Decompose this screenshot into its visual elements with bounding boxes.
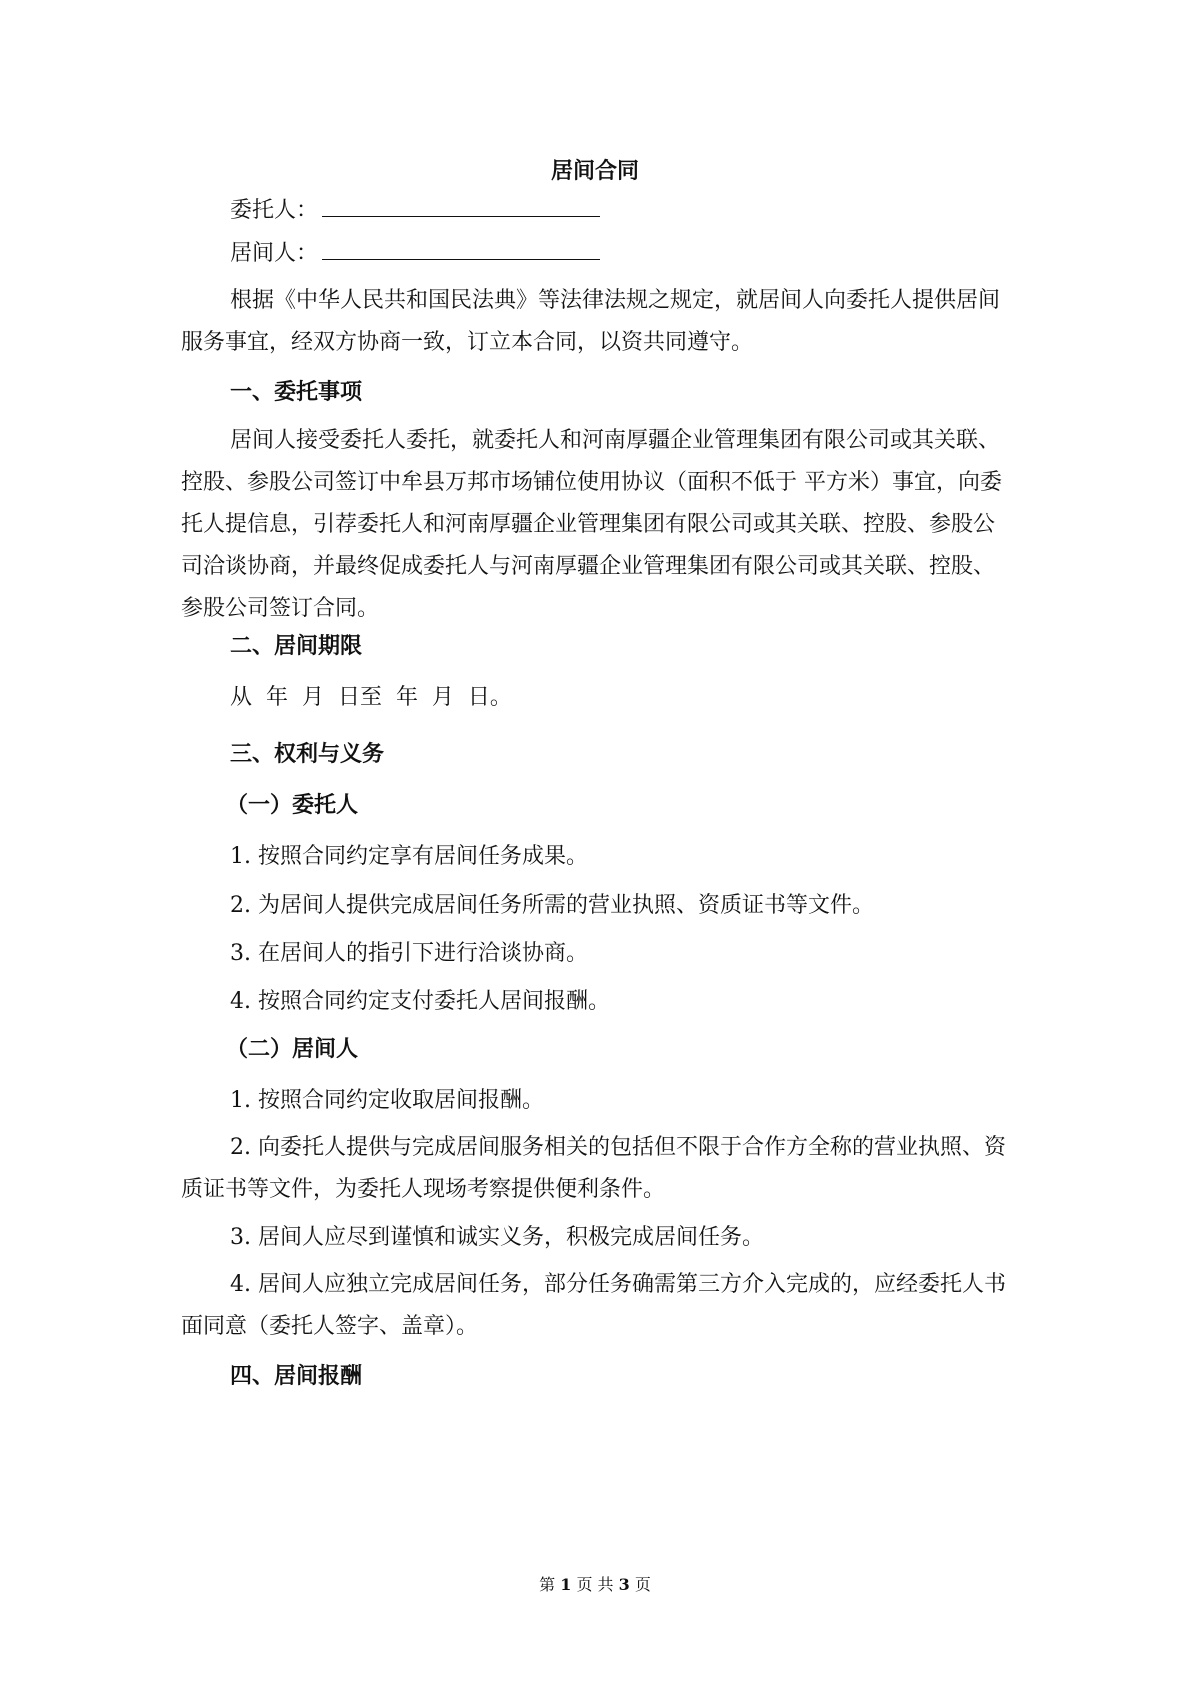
page-footer: [0, 1572, 1190, 1595]
section2-period: 从 年 月 日至 年 月 日。: [230, 685, 512, 710]
section3-heading: 三、权利与义务: [230, 741, 385, 767]
section1-body: 居间人接受委托人委托，就委托人和河南厚疆企业管理集团有限公司或其关联、控股、参股公司签订中牟县万邦市场铺位使用协议（面积不低于 平方米）事宜，向委托人提信息，引荐委托人和河南厚疆企业管理集团有限公司或其关联、控股、参股公司洽谈协商，并最终促成委托人与河南厚疆企业管理集团有限公司或其关联、控股、参股公司签订合同。: [181, 428, 1002, 621]
sub1-item-1: 1. 按照合同约定享有居间任务成果。: [230, 844, 588, 869]
section1-heading: 一、委托事项: [230, 379, 363, 405]
party-b-line: [230, 233, 1011, 275]
sub1-item-4: 4. 按照合同约定支付委托人居间报酬。: [230, 989, 610, 1014]
sub2-item-3: 3. 居间人应尽到谨慎和诚实义务，积极完成居间任务。: [230, 1225, 764, 1250]
sub2-item-4: 4. 居间人应独立完成居间任务，部分任务确需第三方介入完成的，应经委托人书面同意（委托人签字、盖章）。: [181, 1272, 1006, 1339]
footer-total-pages: 3: [618, 1575, 630, 1594]
document-title: 居间合同: [550, 158, 639, 184]
sub2-item-2: 2. 向委托人提供与完成居间服务相关的包括但不限于合作方全称的营业执照、资质证书等文件，为委托人现场考察提供便利条件。: [181, 1135, 1006, 1202]
sub2-item-1: 1. 按照合同约定收取居间报酬。: [230, 1088, 544, 1113]
section4-heading: 四、居间报酬: [230, 1363, 363, 1389]
party-a-blank: [322, 194, 600, 217]
sub1-item-3: 3. 在居间人的指引下进行洽谈协商。: [230, 941, 588, 966]
section3-sub2-heading: （二）居间人: [226, 1036, 359, 1062]
party-a-line: [230, 190, 1011, 232]
section2-heading: 二、居间期限: [230, 633, 363, 659]
footer-suffix: 页: [634, 1575, 651, 1594]
preamble-paragraph: 根据《中华人民共和国民法典》等法律法规之规定，就居间人向委托人提供居间服务事宜，经双方协商一致，订立本合同，以资共同遵守。: [181, 288, 1001, 355]
party-b-blank: [322, 237, 600, 260]
footer-prefix: 第: [539, 1575, 556, 1594]
party-a-label: 委托人：: [230, 198, 319, 223]
footer-current-page: 1: [560, 1575, 572, 1594]
footer-middle: 页 共: [576, 1575, 614, 1594]
sub1-item-2: 2. 为居间人提供完成居间任务所需的营业执照、资质证书等文件。: [230, 893, 874, 918]
party-b-label: 居间人：: [230, 241, 319, 266]
section3-sub1-heading: （一）委托人: [226, 792, 359, 818]
